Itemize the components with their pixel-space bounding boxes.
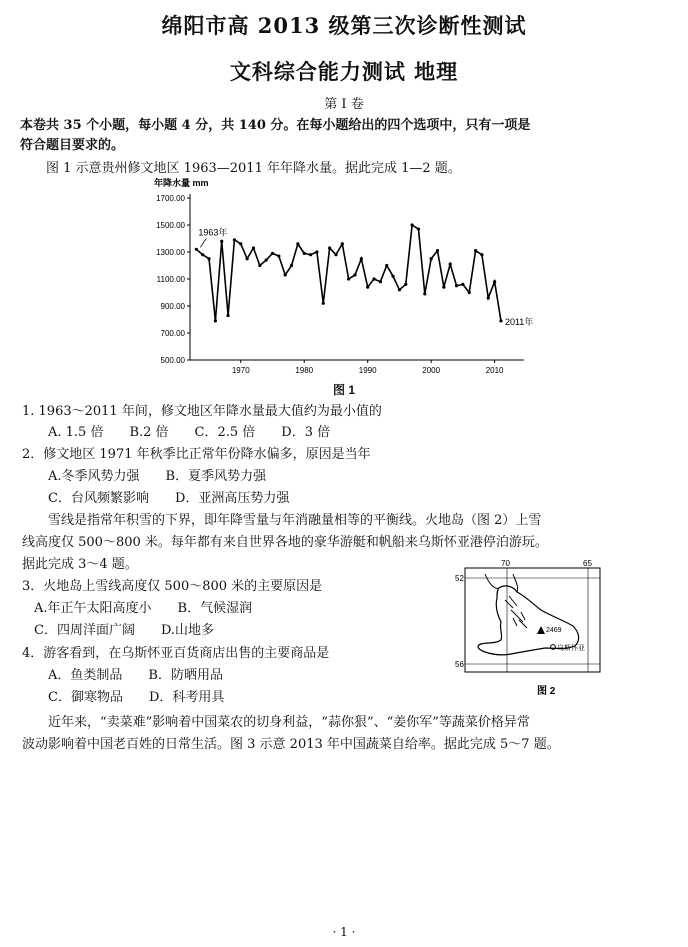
end-year-annotation: 2011年 <box>504 316 534 327</box>
data-point <box>480 253 483 256</box>
data-point <box>493 280 496 283</box>
y-tick-label: 1500.00 <box>156 221 185 230</box>
mountain-hatching <box>505 596 527 628</box>
x-tick-label: 2000 <box>422 366 441 375</box>
start-year-annotation: 1963年 <box>198 227 228 238</box>
q2-stem: 2．修文地区 1971 年秋季比正常年份降水偏多，原因是当年 <box>22 447 371 462</box>
data-point <box>296 242 299 245</box>
q4-options-ab: A．鱼类制品 B．防晒用品 <box>48 668 223 683</box>
data-point <box>284 273 287 276</box>
data-point <box>379 280 382 283</box>
data-point <box>385 264 388 267</box>
chart-ylabel: 年降水量 mm <box>154 178 209 188</box>
q2-options-cd: C．台风频繁影响 D．亚洲高压势力强 <box>48 491 290 506</box>
tierra-del-fuego-map <box>455 560 615 700</box>
lat-56-label: 56 <box>455 660 464 669</box>
data-point <box>449 263 452 266</box>
peak-label: 2469 <box>546 627 562 634</box>
data-point <box>436 249 439 252</box>
data-point <box>455 284 458 287</box>
data-point <box>258 264 261 267</box>
figure2-caption: 图 2 <box>537 686 556 697</box>
data-point <box>474 249 477 252</box>
data-point <box>461 283 464 286</box>
y-tick-label: 1300.00 <box>156 248 185 257</box>
q3-options-ab: A.年正午太阳高度小 B．气候湿润 <box>34 601 253 616</box>
instructions-line-1: 本卷共 35 个小题，每小题 4 分，共 140 分。在每小题给出的四个选项中，只有一项是 <box>20 118 531 133</box>
x-tick-label: 1990 <box>358 366 377 375</box>
precipitation-chart <box>150 174 550 399</box>
y-tick-label: 500.00 <box>160 356 185 365</box>
data-point <box>201 253 204 256</box>
y-tick-label: 700.00 <box>160 329 185 338</box>
figure1-caption: 图 1 <box>332 383 355 397</box>
data-point <box>360 257 363 260</box>
data-point <box>366 286 369 289</box>
y-tick-label: 1100.00 <box>156 275 185 284</box>
data-point <box>214 319 217 322</box>
city-label: 乌斯怀亚 <box>557 645 585 652</box>
data-point <box>417 227 420 230</box>
x-tick-label: 1980 <box>295 366 314 375</box>
y-tick-label: 900.00 <box>160 302 185 311</box>
y-tick-label: 1700.00 <box>156 194 185 203</box>
precipitation-series-line <box>196 225 501 321</box>
data-point <box>246 257 249 260</box>
data-point <box>271 252 274 255</box>
data-point <box>430 257 433 260</box>
passage3-line-1: 近年来，“卖菜难”影响着中国菜农的切身利益，“蒜你狠”、“姜你军”等蔬菜价格异常 <box>22 715 530 730</box>
passage3-line-2: 波动影响着中国老百姓的日常生活。图 3 示意 2013 年中国蔬菜自给率。据此完成 5～7 题。 <box>22 737 560 752</box>
data-point <box>252 246 255 249</box>
figure1-intro: 图 1 示意贵州修文地区 1963—2011 年年降水量。据此完成 1—2 题。 <box>46 161 461 176</box>
data-point <box>303 252 306 255</box>
passage2-line-3: 据此完成 3～4 题。 <box>22 557 138 572</box>
data-point <box>195 248 198 251</box>
data-point <box>468 291 471 294</box>
q2-options-ab: A.冬季风势力强 B．夏季风势力强 <box>48 469 267 484</box>
data-point <box>404 283 407 286</box>
data-point <box>220 240 223 243</box>
instructions-line-2: 符合题目要求的。 <box>20 138 125 153</box>
q4-options-cd: C．御寒物品 D．科考用具 <box>48 690 225 705</box>
data-point <box>309 253 312 256</box>
data-point <box>423 292 426 295</box>
data-point <box>328 246 331 249</box>
q4-stem: 4．游客看到，在乌斯怀亚百货商店出售的主要商品是 <box>22 646 330 661</box>
data-point <box>391 275 394 278</box>
lon-70-label: 70 <box>501 560 510 568</box>
exam-title: 绵阳市高 2013 级第三次诊断性测试 <box>161 13 527 38</box>
passage2-line-1: 雪线是指常年积雪的下界，即年降雪量与年消融量相等的平衡线。火地岛（图 2）上雪 <box>22 513 542 528</box>
data-point <box>353 273 356 276</box>
data-point <box>341 242 344 245</box>
data-point <box>442 286 445 289</box>
data-point <box>499 319 502 322</box>
mainland-coast <box>485 574 518 592</box>
data-point <box>277 254 280 257</box>
lon-65-label: 65 <box>583 560 592 568</box>
q3-stem: 3．火地岛上雪线高度仅 500～800 米的主要原因是 <box>22 579 323 594</box>
map-frame <box>465 568 600 672</box>
peak-triangle-icon <box>537 626 545 634</box>
data-point <box>322 302 325 305</box>
data-point <box>334 253 337 256</box>
data-point <box>233 238 236 241</box>
q1-stem: 1. 1963～2011 年间，修文地区年降水量最大值约为最小值的 <box>22 404 382 419</box>
data-point <box>398 288 401 291</box>
data-point <box>411 223 414 226</box>
data-point <box>372 277 375 280</box>
data-point <box>265 259 268 262</box>
data-point <box>290 264 293 267</box>
lat-52-label: 52 <box>455 574 464 583</box>
data-point <box>487 296 490 299</box>
x-tick-label: 2010 <box>485 366 504 375</box>
exam-subtitle: 文科综合能力测试 地理 <box>229 59 459 84</box>
start-annotation-pointer <box>200 238 206 247</box>
page-number: · 1 · <box>332 925 356 939</box>
data-point <box>347 277 350 280</box>
q1-options: A. 1.5 倍 B.2 倍 C．2.5 倍 D．3 倍 <box>48 425 331 440</box>
data-point <box>239 242 242 245</box>
data-point <box>207 257 210 260</box>
q3-options-cd: C．四周洋面广阔 D.山地多 <box>34 623 215 638</box>
data-point <box>315 250 318 253</box>
data-point <box>226 314 229 317</box>
passage2-line-2: 线高度仅 500～800 米。每年都有来自世界各地的豪华游艇和帆船来乌斯怀亚港停泊游玩。 <box>22 535 548 550</box>
x-tick-label: 1970 <box>231 366 250 375</box>
volume-label: 第 I 卷 <box>324 97 364 112</box>
